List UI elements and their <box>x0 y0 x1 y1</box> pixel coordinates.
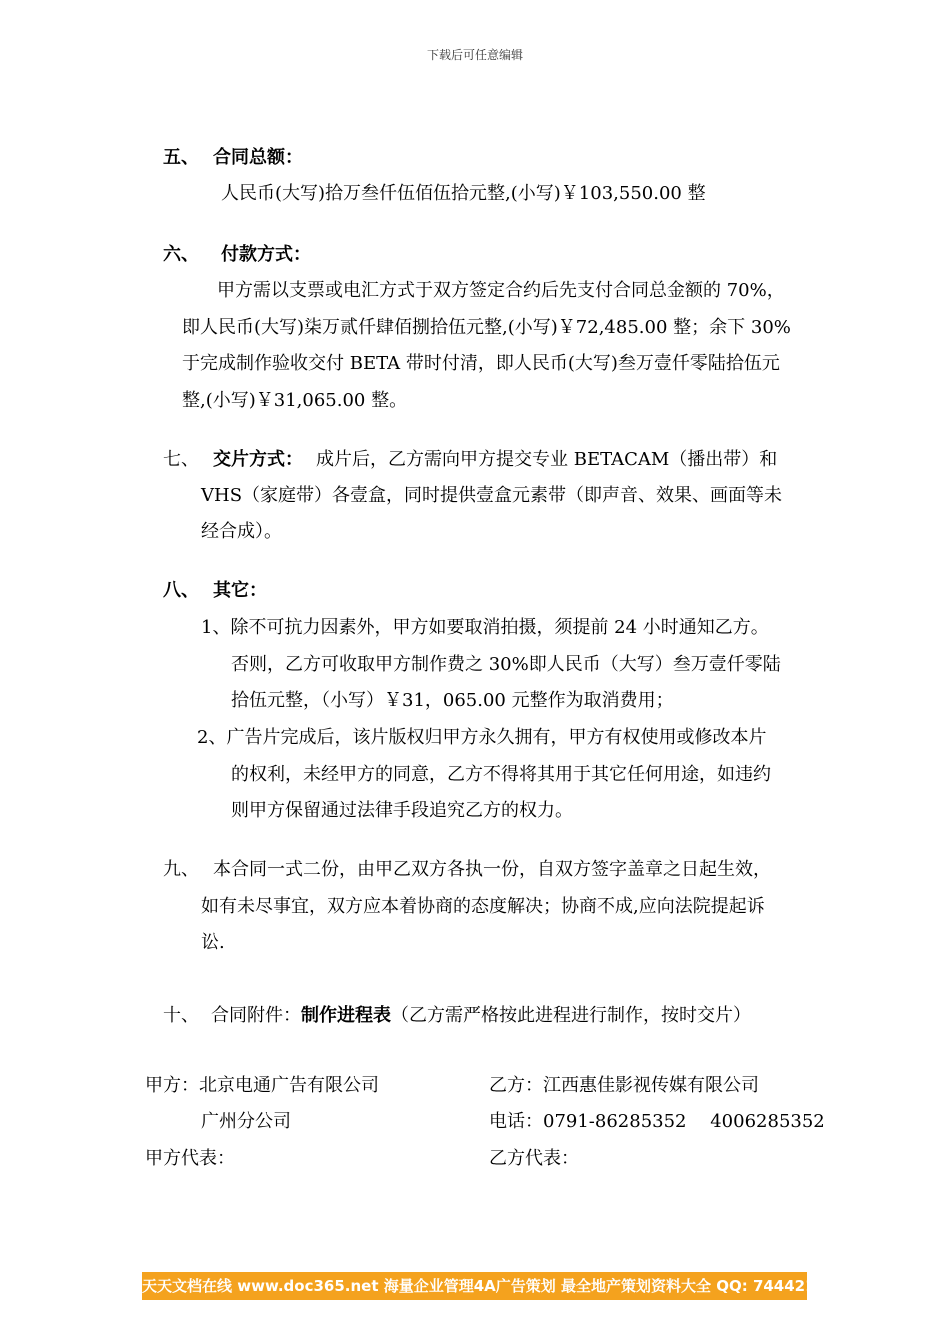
section-6-title: 付款方式： <box>221 244 311 265</box>
schedule-title: 制作进程表 <box>301 1005 391 1026</box>
section-9-number: 九、 <box>163 859 199 880</box>
party-b: 乙方：江西惠佳影视传媒有限公司 <box>489 1075 759 1096</box>
section-8-number: 八、 <box>163 580 199 601</box>
section-9-line: 本合同一式二份，由甲乙双方各执一份，自双方签字盖章之日起生效， <box>213 859 771 880</box>
section-6-number: 六、 <box>163 244 199 265</box>
section-5-number: 五、 <box>163 147 199 168</box>
section-5-title: 合同总额： <box>213 147 303 168</box>
section-8-item-1-line: 拾伍元整，（小写）￥31，065.00 元整作为取消费用； <box>231 690 674 711</box>
section-6-line: 即人民币(大写)柒万贰仟肆佰捌拾伍元整,(小写)￥72,485.00 整；余下 30% <box>182 317 791 338</box>
section-7-text: 成片后，乙方需向甲方提交专业 BETACAM（播出带）和 <box>316 449 778 470</box>
section-7-title: 交片方式： <box>213 449 303 470</box>
footer-banner: 天天文档在线 www.doc365.net 海量企业管理4A广告策划 最全地产策划资料大全 QQ: 744421982 <box>142 1272 807 1300</box>
section-9-line: 讼. <box>201 932 225 953</box>
section-10-note: （乙方需严格按此进程进行制作，按时交片） <box>391 1005 751 1026</box>
section-6-line: 于完成制作验收交付 BETA 带时付清，即人民币(大写)叁万壹仟零陆拾伍元 <box>182 353 780 374</box>
party-a-branch: 广州分公司 <box>201 1111 291 1132</box>
section-8-item-2-line: 的权利，未经甲方的同意，乙方不得将其用于其它任何用途，如违约 <box>231 764 771 785</box>
party-b-phone: 电话：0791-86285352 4006285352 <box>489 1111 825 1132</box>
section-9-line: 如有未尽事宜，双方应本着协商的态度解决；协商不成,应向法院提起诉 <box>201 896 765 917</box>
party-a-representative: 甲方代表： <box>145 1148 235 1169</box>
section-5-text: 人民币(大写)拾万叁仟伍佰伍拾元整,(小写)￥103,550.00 整 <box>221 183 706 204</box>
section-7-text: 经合成）。 <box>201 521 282 542</box>
section-10-line <box>211 1004 751 1028</box>
section-6-line: 甲方需以支票或电汇方式于双方签定合约后先支付合同总金额的 70%， <box>217 280 785 301</box>
section-8-title: 其它： <box>213 580 267 601</box>
section-6-line: 整,(小写)￥31,065.00 整。 <box>182 390 408 411</box>
section-10-label: 合同附件： <box>211 1005 301 1026</box>
party-b-representative: 乙方代表： <box>489 1148 579 1169</box>
header-note: 下载后可任意编辑 <box>426 48 523 62</box>
section-8-item-2-line: 2、广告片完成后，该片版权归甲方永久拥有，甲方有权使用或修改本片 <box>197 727 767 748</box>
section-8-item-1-line: 1、除不可抗力因素外，甲方如要取消拍摄，须提前 24 小时通知乙方。 <box>201 617 769 638</box>
party-a: 甲方：北京电通广告有限公司 <box>145 1075 379 1096</box>
section-7-number: 七、 <box>163 449 199 470</box>
section-7-text: VHS（家庭带）各壹盒，同时提供壹盒元素带（即声音、效果、画面等未 <box>201 485 783 506</box>
section-8-item-2-line: 则甲方保留通过法律手段追究乙方的权力。 <box>231 800 573 821</box>
section-8-item-1-line: 否则，乙方可收取甲方制作费之 30%即人民币（大写）叁万壹仟零陆 <box>231 654 781 675</box>
section-10-number: 十、 <box>163 1005 199 1026</box>
